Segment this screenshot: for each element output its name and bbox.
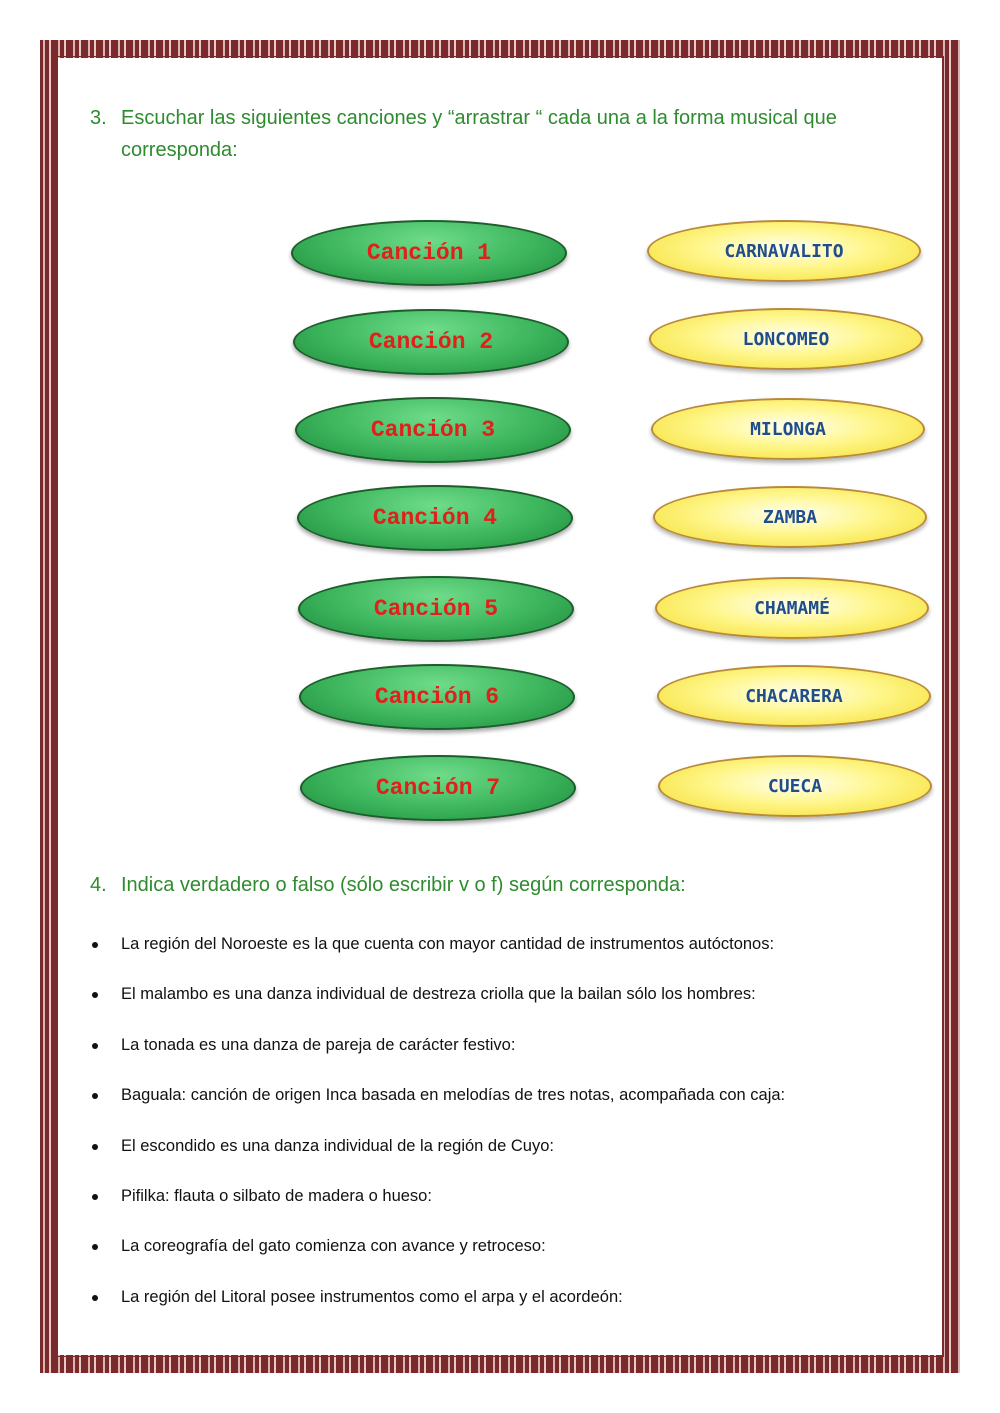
statement-text: La tonada es una danza de pareja de carácter festivo:: [121, 1035, 516, 1054]
statement-text: Pifilka: flauta o silbato de madera o hueso:: [121, 1187, 432, 1205]
song-draggable-6[interactable]: Canción 6: [299, 664, 575, 730]
song-draggable-2[interactable]: Canción 2: [293, 309, 569, 375]
statement-text: El malambo es una danza individual de destreza criolla que la bailan sólo los hombres:: [121, 985, 756, 1004]
statement-text: La región del Litoral posee instrumentos como el arpa y el acordeón:: [121, 1287, 623, 1306]
statement-text: La región del Noroeste es la que cuenta con mayor cantidad de instrumentos autóctonos:: [121, 935, 775, 953]
bullet-icon: [92, 1144, 98, 1150]
form-dropzone-2[interactable]: LONCOMEO: [649, 308, 923, 370]
statement-text: La coreografía del gato comienza con avance y retroceso:: [121, 1237, 546, 1256]
bullet-icon: [92, 1194, 98, 1200]
form-dropzone-6[interactable]: CHACARERA: [657, 665, 931, 727]
form-dropzone-5[interactable]: CHAMAMÉ: [655, 577, 929, 639]
form-dropzone-3[interactable]: MILONGA: [651, 398, 925, 460]
song-draggable-1[interactable]: Canción 1: [291, 220, 567, 286]
statement-text: El escondido es una danza individual de la región de Cuyo:: [121, 1136, 554, 1155]
question-text: Indica verdadero o falso (sólo escribir v o f) según corresponda:: [121, 874, 686, 896]
question-text: Escuchar las siguientes canciones y “arrastrar “ cada una a la forma musical que corresponda:: [121, 107, 837, 161]
form-dropzone-1[interactable]: CARNAVALITO: [647, 220, 921, 282]
bullet-icon: [92, 1043, 98, 1049]
song-draggable-4[interactable]: Canción 4: [297, 485, 573, 551]
statement-text: Baguala: canción de origen Inca basada en melodías de tres notas, acompañada con caja:: [121, 1086, 786, 1105]
form-dropzone-7[interactable]: CUECA: [658, 755, 932, 817]
question-number: 4.: [90, 874, 107, 896]
song-draggable-7[interactable]: Canción 7: [300, 755, 576, 821]
bullet-icon: [92, 942, 98, 948]
form-dropzone-4[interactable]: ZAMBA: [653, 486, 927, 548]
question-number: 3.: [90, 107, 107, 129]
bullet-icon: [92, 1295, 98, 1301]
song-draggable-5[interactable]: Canción 5: [298, 576, 574, 642]
song-draggable-3[interactable]: Canción 3: [295, 397, 571, 463]
